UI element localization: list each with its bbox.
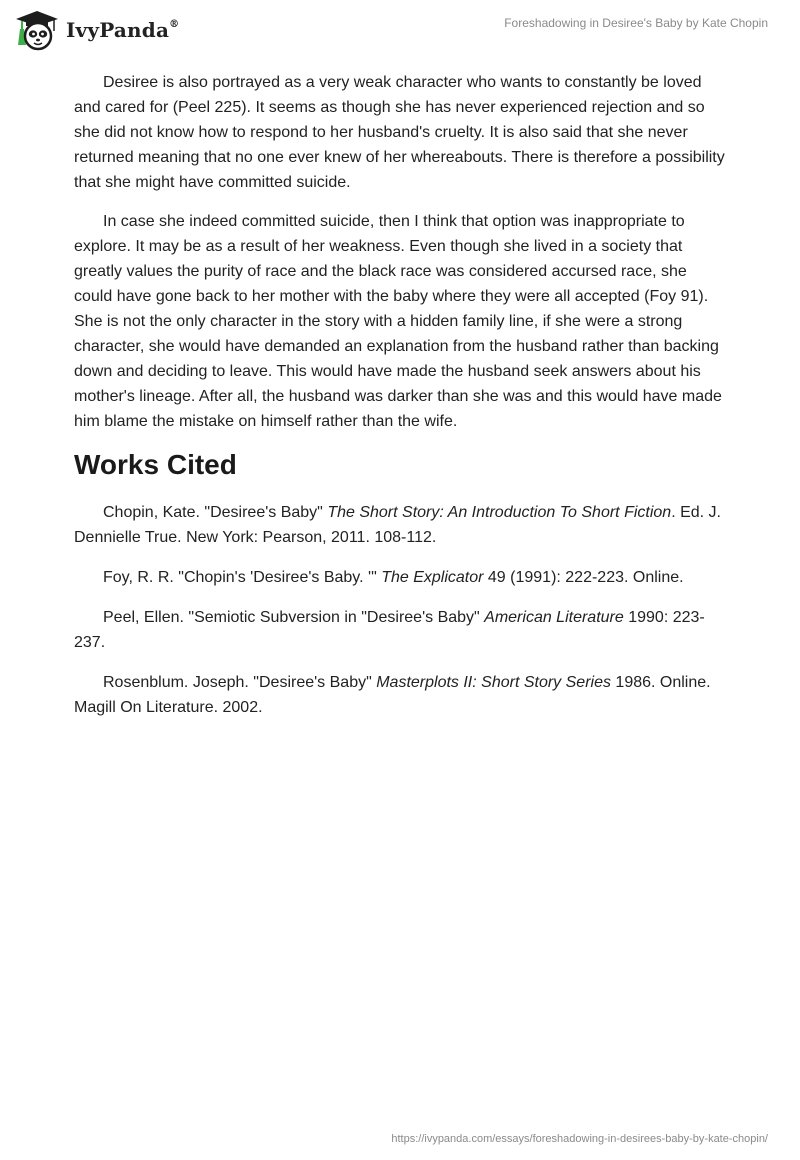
- body-paragraph: Desiree is also portrayed as a very weak character who wants to constantly be loved and cared for (Peel 225). It seems as though she has never experienced rejection and so she did not know how to respond to her husband's cruelty. It is also said that she never returned meaning that no one ever knew of her whereabouts. There is therefore a possibility that she might have committed suicide.: [74, 74, 725, 191]
- citation-title: American Literature: [484, 609, 624, 626]
- body-paragraph: In case she indeed committed suicide, then I think that option was inappropriate to explore. It may be as a result of her weakness. Even though she lived in a society that greatly values the purity of race and the black race was considered accursed race, she could have gone back to her mother with the baby where they were all accepted (Foy 91). She is not the only character in the story with a hidden family line, if she were a strong character, she would have demanded an explanation from the husband rather than backing down and deciding to leave. This would have made the husband seek answers about his mother's lineage. After all, the husband was darker than she was and this would have made him blame the mistake on himself rather than the wife.: [74, 213, 722, 430]
- citation-entry: Chopin, Kate. "Desiree's Baby" The Short Story: An Introduction To Short Fiction. Ed. J. Dennielle True. New York: Pearson, 2011. 108-112.: [74, 504, 721, 546]
- page-header: [0, 0, 800, 60]
- logo[interactable]: [14, 8, 179, 52]
- essay-content: [74, 70, 726, 735]
- logo-text: IvyPanda®: [66, 18, 180, 42]
- citation-entry: Rosenblum. Joseph. "Desiree's Baby" Masterplots II: Short Story Series 1986. Online. Magill On Literature. 2002.: [74, 674, 711, 716]
- works-cited-heading: Works Cited: [74, 449, 237, 480]
- citation-title: Masterplots II: Short Story Series: [376, 674, 611, 691]
- citation-entry: Peel, Ellen. "Semiotic Subversion in "Desiree's Baby" American Literature 1990: 223-237.: [74, 609, 705, 651]
- document-title: Foreshadowing in Desiree's Baby by Kate Chopin: [504, 16, 768, 30]
- citation-entry: Foy, R. R. "Chopin's 'Desiree's Baby. '" The Explicator 49 (1991): 222-223. Online.: [103, 569, 684, 586]
- citation-title: The Short Story: An Introduction To Short Fiction: [327, 504, 672, 521]
- panda-logo-icon: [14, 9, 60, 51]
- citation-title: The Explicator: [381, 569, 484, 586]
- footer-source-url[interactable]: https://ivypanda.com/essays/foreshadowing-in-desirees-baby-by-kate-chopin/: [391, 1133, 768, 1145]
